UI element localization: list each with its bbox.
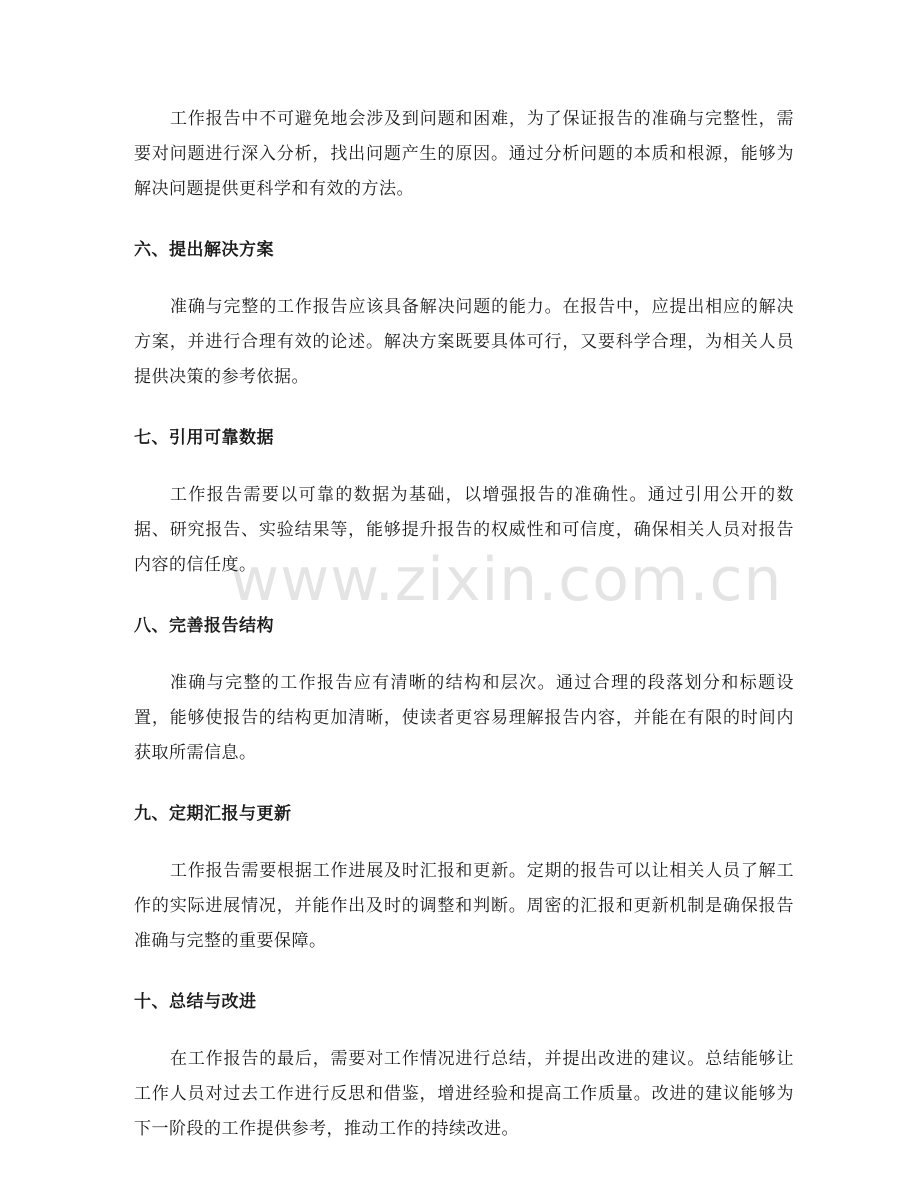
intro-paragraph: 工作报告中不可避免地会涉及到问题和困难，为了保证报告的准确与完整性，需要对问题进行深入分析，找出问题产生的原因。通过分析问题的本质和根源，能够为解决问题提供更科学和有效的方法。 bbox=[134, 109, 794, 199]
document-body bbox=[134, 102, 794, 1147]
section-heading-7: 七、引用可靠数据 bbox=[134, 428, 274, 448]
section-heading-6: 六、提出解决方案 bbox=[134, 240, 274, 260]
section-paragraph-9: 工作报告需要根据工作进展及时汇报和更新。定期的报告可以让相关人员了解工作的实际进展情况，并能作出及时的调整和判断。周密的汇报和更新机制是确保报告准确与完整的重要保障。 bbox=[134, 861, 794, 951]
section-heading-9: 九、定期汇报与更新 bbox=[134, 804, 292, 824]
section-paragraph-6: 准确与完整的工作报告应该具备解决问题的能力。在报告中，应提出相应的解决方案，并进行合理有效的论述。解决方案既要具体可行，又要科学合理，为相关人员提供决策的参考依据。 bbox=[134, 297, 794, 387]
section-heading-10: 十、总结与改进 bbox=[134, 992, 257, 1012]
section-paragraph-8: 准确与完整的工作报告应有清晰的结构和层次。通过合理的段落划分和标题设置，能够使报告的结构更加清晰，使读者更容易理解报告内容，并能在有限的时间内获取所需信息。 bbox=[134, 673, 794, 763]
section-paragraph-7: 工作报告需要以可靠的数据为基础，以增强报告的准确性。通过引用公开的数据、研究报告、实验结果等，能够提升报告的权威性和可信度，确保相关人员对报告内容的信任度。 bbox=[134, 485, 794, 575]
watermark: www.zixin.com.cn bbox=[230, 545, 783, 615]
section-heading-8: 八、完善报告结构 bbox=[134, 616, 274, 636]
section-paragraph-10: 在工作报告的最后，需要对工作情况进行总结，并提出改进的建议。总结能够让工作人员对过去工作进行反思和借鉴，增进经验和提高工作质量。改进的建议能够为下一阶段的工作提供参考，推动工作的持续改进。 bbox=[134, 1049, 794, 1139]
